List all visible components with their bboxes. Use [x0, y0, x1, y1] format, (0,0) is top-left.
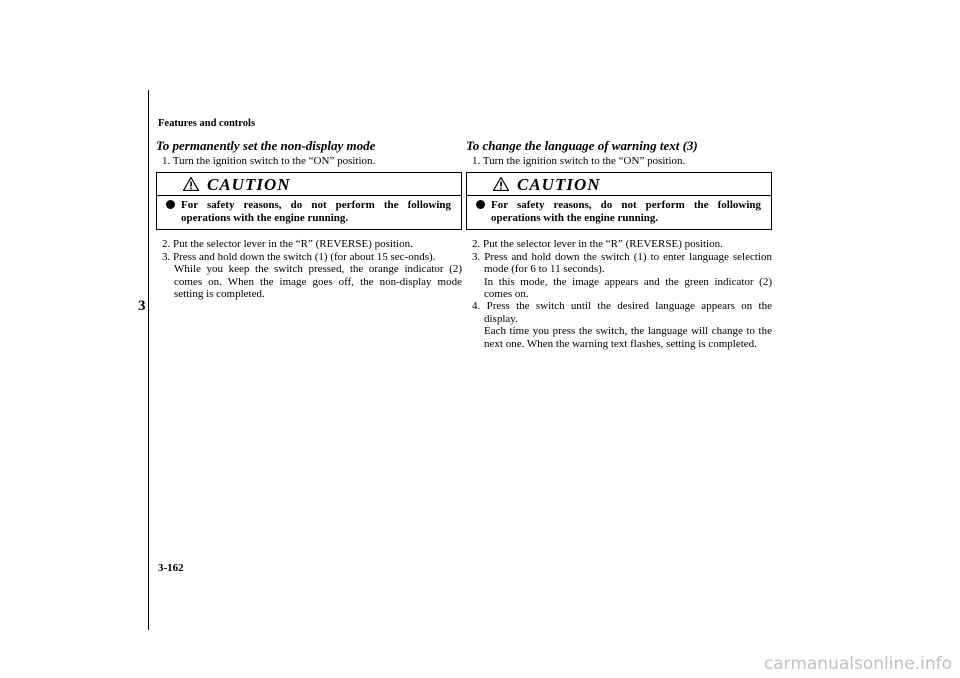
right-step-4: 4. Press the switch until the desired language appears on the display. [472, 300, 772, 325]
warning-triangle-icon [493, 177, 509, 191]
right-step-2: 2. Put the selector lever in the “R” (REVERSE) position. [472, 238, 723, 251]
right-step-1: 1. Turn the ignition switch to the “ON” position. [472, 155, 686, 167]
caution-header [157, 173, 461, 196]
caution-body [467, 196, 771, 229]
caution-text: For safety reasons, do not perform the following operations with the engine running. [181, 199, 451, 225]
right-step-4-detail: Each time you press the switch, the language will change to the next one. When the warning text flashes, setting is completed. [484, 325, 772, 350]
caution-body [157, 196, 461, 229]
watermark-link[interactable]: carmanualsonline.info [763, 654, 952, 674]
left-step-1: 1. Turn the ignition switch to the “ON” position. [162, 155, 376, 167]
left-caution-box [156, 172, 462, 230]
left-step-3: 3. Press and hold down the switch (1) (for about 15 sec-onds). [162, 250, 436, 263]
left-step-2: 2. Put the selector lever in the “R” (REVERSE) position. [162, 238, 413, 251]
caution-label: CAUTION [207, 175, 291, 195]
left-section-title: To permanently set the non-display mode [156, 138, 376, 153]
page-number: 3-162 [158, 562, 184, 574]
caution-text: For safety reasons, do not perform the following operations with the engine running. [491, 199, 761, 225]
bullet-icon [476, 200, 485, 209]
right-column [466, 138, 772, 350]
section-header: Features and controls [158, 118, 256, 129]
chapter-tab [131, 90, 149, 630]
left-step-3-detail: While you keep the switch pressed, the orange indicator (2) comes on. When the image goes off, the non-display mode setting is completed. [174, 263, 462, 301]
left-column [156, 138, 462, 300]
right-caution-box [466, 172, 772, 230]
chapter-number: 3 [138, 298, 146, 314]
right-step-3-detail: In this mode, the image appears and the green indicator (2) comes on. [484, 275, 772, 301]
warning-triangle-icon [183, 177, 199, 191]
caution-header [467, 173, 771, 196]
right-step-3: 3. Press and hold down the switch (1) to enter language selection mode (for 6 to 11 seconds). [472, 250, 772, 276]
caution-label: CAUTION [517, 175, 601, 195]
bullet-icon [166, 200, 175, 209]
right-section-title: To change the language of warning text (3) [466, 138, 698, 153]
